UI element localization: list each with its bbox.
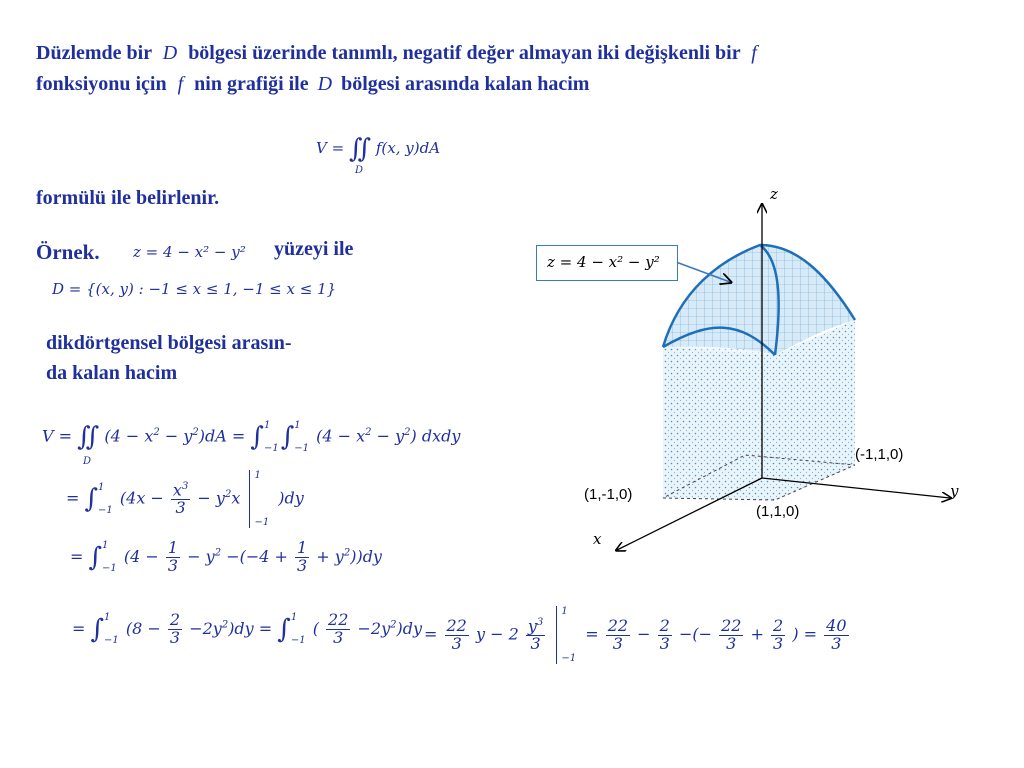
- step-2-text: x: [231, 488, 241, 508]
- integral-subscript: D: [355, 165, 364, 176]
- upper-limit: 1: [104, 612, 111, 624]
- step-4-text: )dy =: [228, 618, 273, 638]
- fraction-numerator: 2: [659, 615, 670, 635]
- solid-side-front: [663, 347, 775, 500]
- step-4-text: (8 −: [125, 618, 161, 638]
- fraction-numerator: 22: [721, 615, 742, 635]
- lower-limit: −1: [290, 635, 306, 647]
- integral-subscript: D: [83, 456, 92, 467]
- intro-text: bölgesi üzerinde tanımlı, negatif değer almayan iki değişkenli bir: [188, 42, 741, 64]
- axis-label-x: x: [593, 530, 602, 548]
- lower-limit: −1: [294, 443, 309, 454]
- fraction-numerator: 22: [607, 615, 629, 635]
- intro-text: bölgesi arasında kalan hacim: [341, 73, 590, 95]
- result-denominator: 3: [831, 633, 842, 653]
- step-3-text: + y: [316, 546, 344, 566]
- step-5-text: −(−: [678, 624, 712, 644]
- step-3-text: ))dy: [350, 546, 382, 566]
- step-5-text: ): [792, 624, 799, 644]
- intro-line-2: [36, 73, 589, 96]
- var-f: f: [177, 73, 184, 95]
- callout-equation: z = 4 − x² − y²: [547, 253, 660, 271]
- step-1-lhs: V =: [42, 426, 73, 446]
- fraction-numerator: 22: [328, 610, 349, 629]
- intro-text: nin grafiği ile: [194, 73, 309, 95]
- step-1-text: ) dxdy: [410, 426, 461, 446]
- step-3: = ∫ 1 −1 (4 − $\frac{1}{3}$ − $y^2 -(-4$ + $\frac{1}{3}$ + $y^2))dy$: [70, 538, 382, 575]
- fraction-numerator: 2: [773, 615, 784, 635]
- eval-upper: 1: [254, 470, 261, 481]
- step-3-text: − y: [187, 546, 215, 566]
- double-integral: ∬: [77, 422, 100, 452]
- upper-limit: 1: [290, 612, 298, 624]
- double-integral: ∬: [348, 134, 372, 164]
- step-1-text: − y: [371, 426, 405, 446]
- step-1: V = ∬ $(4 - x^2 - y^2)dA$ = ∫ 1 −1 ∫ 1 −1 $(4 - x^2 - y^2)$ dxdy: [42, 420, 461, 454]
- intro-line-1: [36, 42, 757, 65]
- step-3-text: (4 −: [123, 546, 159, 566]
- fraction-denominator: 3: [773, 633, 784, 653]
- point-label-2: (1,-1,0): [584, 486, 633, 503]
- fraction-denominator: 3: [659, 633, 670, 653]
- step-5-text: y − 2: [475, 624, 519, 644]
- step-1-text: − y: [159, 426, 193, 446]
- lower-limit: −1: [98, 505, 113, 516]
- eval-lower: −1: [561, 653, 577, 664]
- fraction-denominator: 3: [297, 555, 308, 575]
- fraction-denominator: 3: [451, 633, 462, 653]
- volume-formula: [316, 134, 440, 164]
- fraction-numerator: 1: [167, 538, 179, 557]
- example-desc-2: da kalan hacim: [46, 362, 178, 384]
- surface-equation: z = 4 − x² − y²: [133, 243, 246, 261]
- lower-limit: −1: [263, 443, 279, 454]
- lower-limit: −1: [104, 635, 119, 647]
- formula-rhs: f(x, y)dA: [375, 139, 441, 157]
- equals: =: [424, 624, 438, 644]
- upper-limit: 1: [294, 420, 301, 431]
- step-3-text: −(−4 +: [226, 546, 288, 566]
- fraction-denominator: 3: [333, 627, 344, 647]
- callout-box: [536, 245, 678, 281]
- point-label-1: (-1,1,0): [855, 446, 904, 463]
- upper-limit: 1: [98, 482, 105, 493]
- axis-label-y: y: [950, 482, 959, 500]
- lower-limit: −1: [102, 563, 117, 575]
- example-text: yüzeyi ile: [274, 238, 354, 260]
- var-D: D: [317, 73, 333, 95]
- example-desc-1: dikdörtgensel bölgesi arasın-: [46, 332, 292, 354]
- upper-limit: 1: [263, 420, 271, 431]
- region-definition: D = {(x, y) : −1 ≤ x ≤ 1, −1 ≤ x ≤ 1}: [52, 280, 337, 298]
- step-4-text: (: [312, 618, 319, 638]
- step-2-text: − y: [197, 488, 225, 508]
- fraction-denominator: 3: [530, 633, 541, 653]
- equals: =: [72, 618, 86, 638]
- axis-label-z: z: [770, 185, 778, 203]
- step-1-text: )dA =: [198, 426, 246, 446]
- equals: =: [803, 624, 818, 644]
- intro-text: fonksiyonu için: [36, 73, 167, 95]
- fraction-denominator: 3: [612, 633, 623, 653]
- eval-upper: 1: [561, 606, 568, 617]
- fraction-denominator: 3: [726, 633, 737, 653]
- step-2: = ∫ 1 −1 (4x − $\frac{x^3}{3}$ − $y^2x$ 1 −1 )dy: [66, 470, 304, 528]
- step-1-text: (4 − x: [316, 426, 366, 446]
- var-D: D: [162, 42, 178, 64]
- intro-text: Düzlemde bir: [36, 42, 152, 64]
- equals: =: [66, 488, 80, 508]
- formula-lhs: V =: [316, 139, 345, 157]
- step-4: = ∫ 1 −1 (8 − $\frac{2}{3}$ $-2y^2)dy$ = ∫ 1 −1 ( $\frac{22}{3}$ $-2y^2)dy$: [72, 610, 423, 647]
- step-4-text: )dy: [396, 618, 423, 638]
- step-5-text: +: [750, 624, 764, 644]
- step-4-text: −2y: [357, 618, 391, 638]
- fraction-denominator: 3: [167, 555, 179, 575]
- step-2-text: )dy: [278, 488, 304, 508]
- equals: =: [70, 546, 84, 566]
- fraction-denominator: 3: [175, 497, 186, 517]
- eval-lower: −1: [254, 517, 270, 528]
- result-numerator: 40: [826, 615, 847, 635]
- fraction-denominator: 3: [169, 627, 181, 647]
- fraction-numerator: x: [172, 479, 182, 499]
- step-4-text: −2y: [189, 618, 222, 638]
- step-1-text: (4 − x: [104, 426, 154, 446]
- fraction-numerator: 2: [169, 610, 181, 629]
- equals: =: [585, 624, 599, 644]
- step-5-text: −: [637, 624, 651, 644]
- fraction-numerator: y: [527, 615, 537, 635]
- step-2-text: (4x −: [119, 488, 164, 508]
- var-f: f: [751, 42, 757, 64]
- point-label-3: (1,1,0): [756, 503, 800, 520]
- fraction-numerator: 1: [297, 538, 308, 557]
- upper-limit: 1: [102, 540, 109, 552]
- step-5: = $\frac{22}{3}$ y − 2 $\frac{y^3}{3}$ 1 −1 = $\frac{22}{3}$ − $\frac{2}{3}$ −(− $\frac{22}{3}$ + $\frac{2}{3}$ ) = $\frac{40}{3}$: [424, 606, 847, 664]
- formula-caption: formülü ile belirlenir.: [36, 187, 220, 209]
- fraction-numerator: 22: [446, 615, 467, 635]
- example-label: Örnek.: [36, 240, 100, 264]
